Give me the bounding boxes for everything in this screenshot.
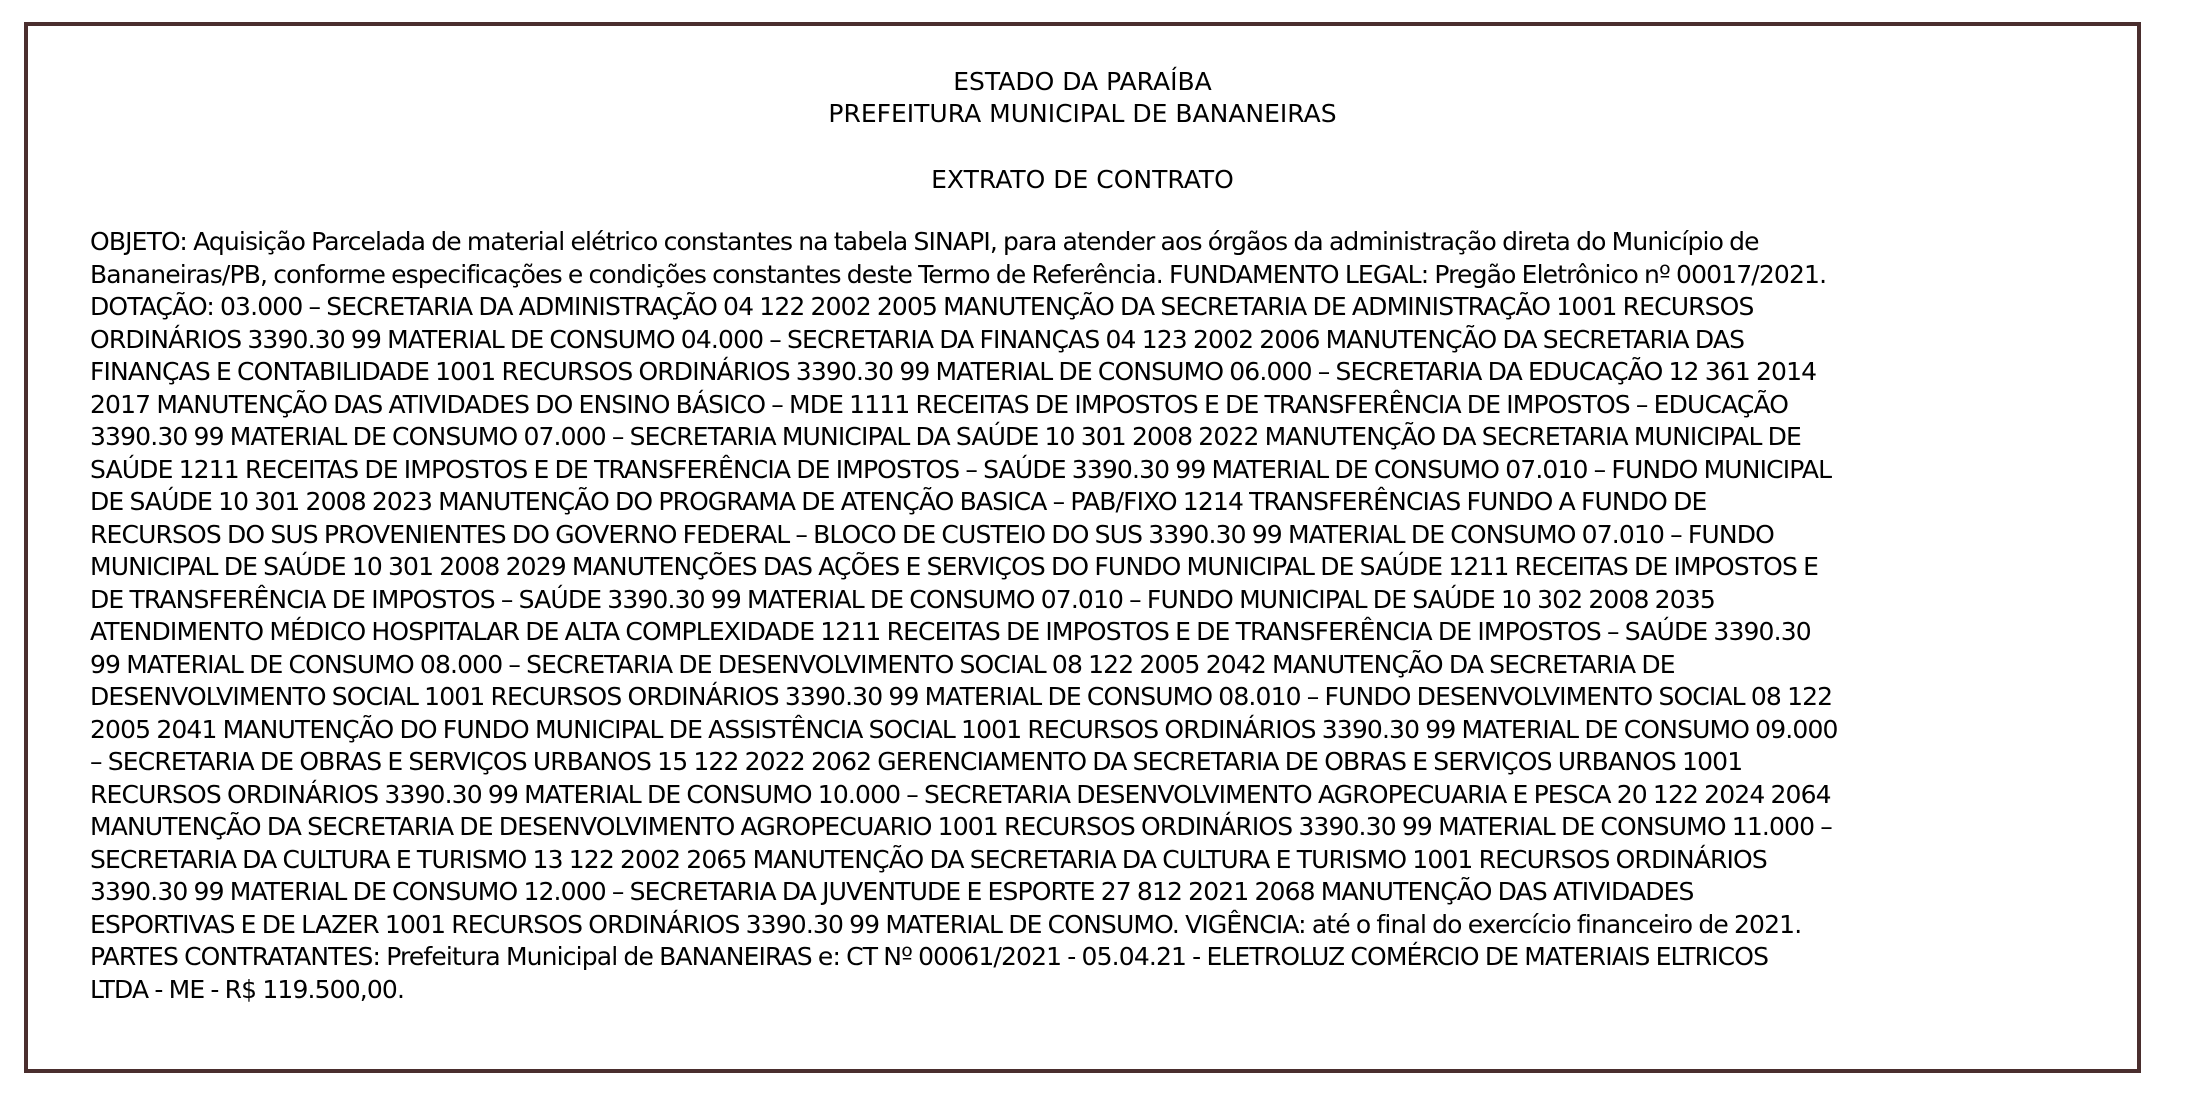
document-frame xyxy=(24,22,2141,1073)
document-title: EXTRATO DE CONTRATO xyxy=(931,165,1234,194)
contract-extract-body: OBJETO: Aquisição Parcelada de material elétrico constantes na tabela SINAPI, para atender aos órgãos da administração direta do Município de Bananeiras/PB, conforme especificações e condições constantes deste Termo de Referência. FUNDAMENTO LEGAL: Pregão Eletrônico nº 00017/2021. DOTAÇÃO: 03.000 – SECRETARIA DA ADMINISTRAÇÃO 04 122 2002 2005 MANUTENÇÃO DA SECRETARIA DE ADMINISTRAÇÃO 1001 RECURSOS ORDINÁRIOS 3390.30 99 MATERIAL DE CONSUMO 04.000 – SECRETARIA DA FINANÇAS 04 123 2002 2006 MANUTENÇÃO DA SECRETARIA DAS FINANÇAS E CONTABILIDADE 1001 RECURSOS ORDINÁRIOS 3390.30 99 MATERIAL DE CONSUMO 06.000 – SECRETARIA DA EDUCAÇÃO 12 361 2014 2017 MANUTENÇÃO DAS ATIVIDADES DO ENSINO BÁSICO – MDE 1111 RECEITAS DE IMPOSTOS E DE TRANSFERÊNCIA DE IMPOSTOS – EDUCAÇÃO 3390.30 99 MATERIAL DE CONSUMO 07.000 – SECRETARIA MUNICIPAL DA SAÚDE 10 301 2008 2022 MANUTENÇÃO DA SECRETARIA MUNICIPAL DE SAÚDE 1211 RECEITAS DE IMPOSTOS E DE TRANSFERÊNCIA DE IMPOSTOS – SAÚDE 3390.30 99 MATERIAL DE CONSUMO 07.010 – FUNDO MUNICIPAL DE SAÚDE 10 301 2008 2023 MANUTENÇÃO DO PROGRAMA DE ATENÇÃO BASICA – PAB/FIXO 1214 TRANSFERÊNCIAS FUNDO A FUNDO DE RECURSOS DO SUS PROVENIENTES DO GOVERNO FEDERAL – BLOCO DE CUSTEIO DO SUS 3390.30 99 MATERIAL DE CONSUMO 07.010 – FUNDO MUNICIPAL DE SAÚDE 10 301 2008 2029 MANUTENÇÕES DAS AÇÕES E SERVIÇOS DO FUNDO MUNICIPAL DE SAÚDE 1211 RECEITAS DE IMPOSTOS E DE TRANSFERÊNCIA DE IMPOSTOS – SAÚDE 3390.30 99 MATERIAL DE CONSUMO 07.010 – FUNDO MUNICIPAL DE SAÚDE 10 302 2008 2035 ATENDIMENTO MÉDICO HOSPITALAR DE ALTA COMPLEXIDADE 1211 RECEITAS DE IMPOSTOS E DE TRANSFERÊNCIA DE IMPOSTOS – SAÚDE 3390.30 99 MATERIAL DE CONSUMO 08.000 – SECRETARIA DE DESENVOLVIMENTO SOCIAL 08 122 2005 2042 MANUTENÇÃO DA SECRETARIA DE DESENVOLVIMENTO SOCIAL 1001 RECURSOS ORDINÁRIOS 3390.30 99 MATERIAL DE CONSUMO 08.010 – FUNDO DESENVOLVIMENTO SOCIAL 08 122 2005 2041 MANUTENÇÃO DO FUNDO MUNICIPAL DE ASSISTÊNCIA SOCIAL 1001 RECURSOS ORDINÁRIOS 3390.30 99 MATERIAL DE CONSUMO 09.000 – SECRETARIA DE OBRAS E SERVIÇOS URBANOS 15 122 2022 2062 GERENCIAMENTO DA SECRETARIA DE OBRAS E SERVIÇOS URBANOS 1001 RECURSOS ORDINÁRIOS 3390.30 99 MATERIAL DE CONSUMO 10.000 – SECRETARIA DESENVOLVIMENTO AGROPECUARIA E PESCA 20 122 2024 2064 MANUTENÇÃO DA SECRETARIA DE DESENVOLVIMENTO AGROPECUARIO 1001 RECURSOS ORDINÁRIOS 3390.30 99 MATERIAL DE CONSUMO 11.000 – SECRETARIA DA CULTURA E TURISMO 13 122 2002 2065 MANUTENÇÃO DA SECRETARIA DA CULTURA E TURISMO 1001 RECURSOS ORDINÁRIOS 3390.30 99 MATERIAL DE CONSUMO 12.000 – SECRETARIA DA JUVENTUDE E ESPORTE 27 812 2021 2068 MANUTENÇÃO DAS ATIVIDADES ESPORTIVAS E DE LAZER 1001 RECURSOS ORDINÁRIOS 3390.30 99 MATERIAL DE CONSUMO. VIGÊNCIA: até o final do exercício financeiro de 2021. PARTES CONTRATANTES: Prefeitura Municipal de BANANEIRAS e: CT Nº 00061/2021 - 05.04.21 - ELETROLUZ COMÉRCIO DE MATERIAIS ELTRICOS LTDA - ME - R$ 119.500,00. xyxy=(90,227,1838,1004)
municipality-heading: PREFEITURA MUNICIPAL DE BANANEIRAS xyxy=(828,99,1337,128)
state-heading: ESTADO DA PARAÍBA xyxy=(953,67,1212,96)
